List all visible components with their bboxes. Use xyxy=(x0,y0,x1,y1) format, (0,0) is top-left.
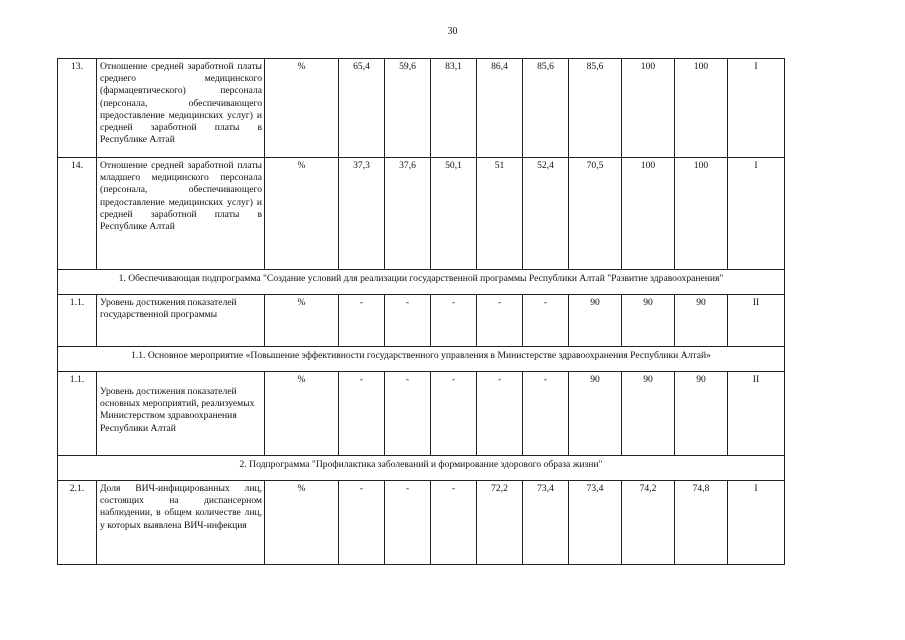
unit-cell: % xyxy=(265,295,339,347)
table-row xyxy=(58,295,785,347)
section-row xyxy=(58,347,785,372)
value-cell: - xyxy=(431,481,477,565)
value-cell: 85,6 xyxy=(569,59,622,158)
row-number: 1.1. xyxy=(58,295,97,347)
value-cell: - xyxy=(523,372,569,456)
value-cell: 37,3 xyxy=(339,158,385,270)
value-cell: 90 xyxy=(675,295,728,347)
row-number: 1.1. xyxy=(58,372,97,456)
category-cell: II xyxy=(728,372,785,456)
value-cell: 73,4 xyxy=(523,481,569,565)
indicator-description: Доля ВИЧ-инфицированных лиц, состоящих на диспансерном наблюдении, в общем количестве лиц, у которых выявлена ВИЧ-инфекция xyxy=(97,481,265,565)
value-cell: - xyxy=(339,295,385,347)
category-cell: I xyxy=(728,481,785,565)
unit-cell: % xyxy=(265,481,339,565)
value-cell: 83,1 xyxy=(431,59,477,158)
row-number: 14. xyxy=(58,158,97,270)
unit-cell: % xyxy=(265,372,339,456)
value-cell: 52,4 xyxy=(523,158,569,270)
value-cell: 90 xyxy=(569,295,622,347)
value-cell: 90 xyxy=(622,295,675,347)
value-cell: 100 xyxy=(622,59,675,158)
value-cell: - xyxy=(477,372,523,456)
section-title: 1. Обеспечивающая подпрограмма "Создание условий для реализации государственной программы Республики Алтай "Развитие здравоохранения" xyxy=(58,270,785,295)
value-cell: - xyxy=(431,295,477,347)
value-cell: - xyxy=(385,295,431,347)
value-cell: 86,4 xyxy=(477,59,523,158)
row-number: 13. xyxy=(58,59,97,158)
indicator-description: Отношение средней заработной платы младшего медицинского персонала (персонала, обеспечивающего предоставление медицинских услуг) и средней заработной платы в Республике Алтай xyxy=(97,158,265,270)
category-cell: I xyxy=(728,59,785,158)
value-cell: - xyxy=(431,372,477,456)
value-cell: - xyxy=(477,295,523,347)
value-cell: 51 xyxy=(477,158,523,270)
value-cell: 100 xyxy=(675,59,728,158)
indicators-table xyxy=(57,58,785,565)
category-cell: II xyxy=(728,295,785,347)
table-row xyxy=(58,158,785,270)
value-cell: 90 xyxy=(675,372,728,456)
value-cell: 90 xyxy=(622,372,675,456)
value-cell: 59,6 xyxy=(385,59,431,158)
row-number: 2.1. xyxy=(58,481,97,565)
value-cell: - xyxy=(385,481,431,565)
page-number: 30 xyxy=(447,26,458,37)
value-cell: 100 xyxy=(675,158,728,270)
value-cell: - xyxy=(339,372,385,456)
indicator-description: Отношение средней заработной платы среднего медицинского (фармацевтического) персонала (персонала, обеспечивающего предоставление медицинских услуг) и средней заработной платы в Республике Алтай xyxy=(97,59,265,158)
value-cell: 73,4 xyxy=(569,481,622,565)
value-cell: 74,8 xyxy=(675,481,728,565)
section-row xyxy=(58,456,785,481)
value-cell: 37,6 xyxy=(385,158,431,270)
value-cell: 100 xyxy=(622,158,675,270)
value-cell: 70,5 xyxy=(569,158,622,270)
value-cell: - xyxy=(385,372,431,456)
unit-cell: % xyxy=(265,158,339,270)
section-title: 1.1. Основное мероприятие «Повышение эффективности государственного управления в Министерстве здравоохранения Республики Алтай» xyxy=(58,347,785,372)
value-cell: 74,2 xyxy=(622,481,675,565)
value-cell: 72,2 xyxy=(477,481,523,565)
value-cell: 90 xyxy=(569,372,622,456)
value-cell: - xyxy=(339,481,385,565)
value-cell: 50,1 xyxy=(431,158,477,270)
value-cell: - xyxy=(523,295,569,347)
value-cell: 65,4 xyxy=(339,59,385,158)
value-cell: 85,6 xyxy=(523,59,569,158)
section-row xyxy=(58,270,785,295)
indicator-description: Уровень достижения показателей государственной программы xyxy=(97,295,265,347)
table-row xyxy=(58,372,785,456)
table-row xyxy=(58,481,785,565)
category-cell: I xyxy=(728,158,785,270)
unit-cell: % xyxy=(265,59,339,158)
indicator-description: Уровень достижения показателей основных мероприятий, реализуемых Министерством здравоохранения Республики Алтай xyxy=(100,386,255,434)
section-title: 2. Подпрограмма "Профилактика заболеваний и формирование здорового образа жизни" xyxy=(58,456,785,481)
indicator-description-cell xyxy=(97,372,265,456)
table-row xyxy=(58,59,785,158)
